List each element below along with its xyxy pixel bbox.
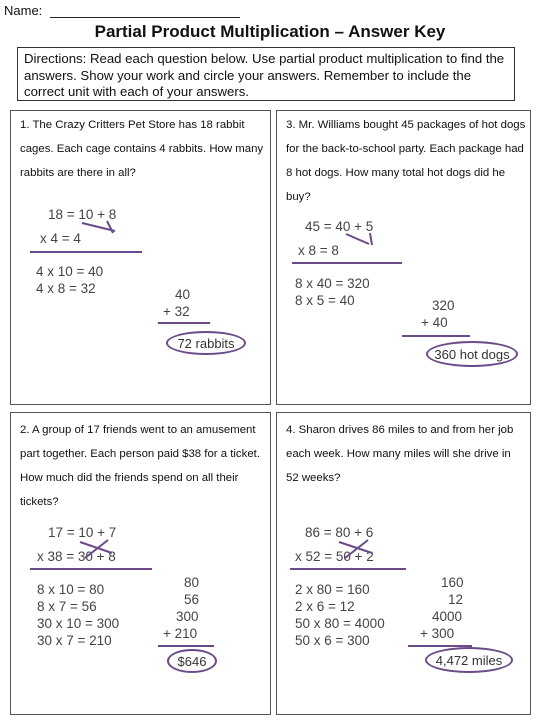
sum-line: 300 bbox=[176, 609, 199, 624]
question-1: 1. The Crazy Critters Pet Store has 18 rabbit cages. Each cage contains 4 rabbits. How many rabbits are there in all? bbox=[20, 119, 264, 179]
answer-oval: 72 rabbits bbox=[166, 331, 246, 355]
sum-line: + 32 bbox=[163, 304, 190, 319]
work-line: 2 x 80 = 160 bbox=[295, 582, 370, 597]
question-3: 3. Mr. Williams bought 45 packages of hot dogs for the back-to-school party. Each package had 8 hot dogs. How many total hot dogs did he buy? bbox=[286, 119, 526, 203]
work-line: x 38 = 30 + 8 bbox=[37, 549, 116, 564]
work-line: 8 x 40 = 320 bbox=[295, 276, 370, 291]
work-line: 8 x 10 = 80 bbox=[37, 582, 105, 597]
work-line: x 4 = 4 bbox=[40, 231, 81, 246]
sum-line: 40 bbox=[175, 287, 191, 302]
sum-line: + 40 bbox=[421, 315, 448, 330]
sum-divider bbox=[158, 322, 210, 324]
work-divider bbox=[30, 251, 142, 253]
work-line: 30 x 7 = 210 bbox=[37, 633, 112, 648]
work-line: 4 x 8 = 32 bbox=[36, 281, 96, 296]
sum-line: + 210 bbox=[163, 626, 198, 641]
work-line: x 52 = 50 + 2 bbox=[295, 549, 374, 564]
sum-line: + 300 bbox=[420, 626, 455, 641]
directions-box: Directions: Read each question below. Use partial product multiplication to find the answers. Show your work and circle your answers. Remember to include the correct unit with each of your answers. bbox=[17, 47, 515, 101]
work-line: 50 x 6 = 300 bbox=[295, 633, 370, 648]
work-line: 50 x 80 = 4000 bbox=[295, 616, 385, 631]
answer-oval: 4,472 miles bbox=[425, 647, 513, 673]
name-label: Name: bbox=[4, 3, 43, 18]
work-divider bbox=[30, 568, 152, 570]
work-divider bbox=[290, 568, 406, 570]
work-line: 8 x 7 = 56 bbox=[37, 599, 97, 614]
work-line: x 8 = 8 bbox=[298, 243, 339, 258]
sum-line: 56 bbox=[184, 592, 200, 607]
name-blank-line bbox=[50, 17, 240, 18]
work-line: 18 = 10 + 8 bbox=[48, 207, 117, 222]
work-line: 86 = 80 + 6 bbox=[305, 525, 374, 540]
answer-oval: 360 hot dogs bbox=[426, 341, 518, 367]
sum-divider bbox=[402, 335, 470, 337]
page-title: Partial Product Multiplication – Answer Key bbox=[94, 22, 446, 41]
answer-oval: $646 bbox=[167, 649, 217, 673]
sum-line: 4000 bbox=[432, 609, 463, 624]
sum-line: 160 bbox=[441, 575, 464, 590]
question-4: 4. Sharon drives 86 miles to and from her job each week. How many miles will she drive in 52 weeks? bbox=[286, 424, 514, 484]
question-2: 2. A group of 17 friends went to an amusement part together. Each person paid $38 for a ticket. How much did the friends spend on all their tickets? bbox=[20, 424, 260, 508]
sum-divider bbox=[158, 645, 214, 647]
work-line: 45 = 40 + 5 bbox=[305, 219, 374, 234]
work-line: 17 = 10 + 7 bbox=[48, 525, 117, 540]
work-line: 2 x 6 = 12 bbox=[295, 599, 355, 614]
work-line: 4 x 10 = 40 bbox=[36, 264, 104, 279]
sum-line: 80 bbox=[184, 575, 200, 590]
work-line: 8 x 5 = 40 bbox=[295, 293, 355, 308]
sum-line: 12 bbox=[448, 592, 464, 607]
work-line: 30 x 10 = 300 bbox=[37, 616, 120, 631]
sum-line: 320 bbox=[432, 298, 455, 313]
work-divider bbox=[292, 262, 402, 264]
